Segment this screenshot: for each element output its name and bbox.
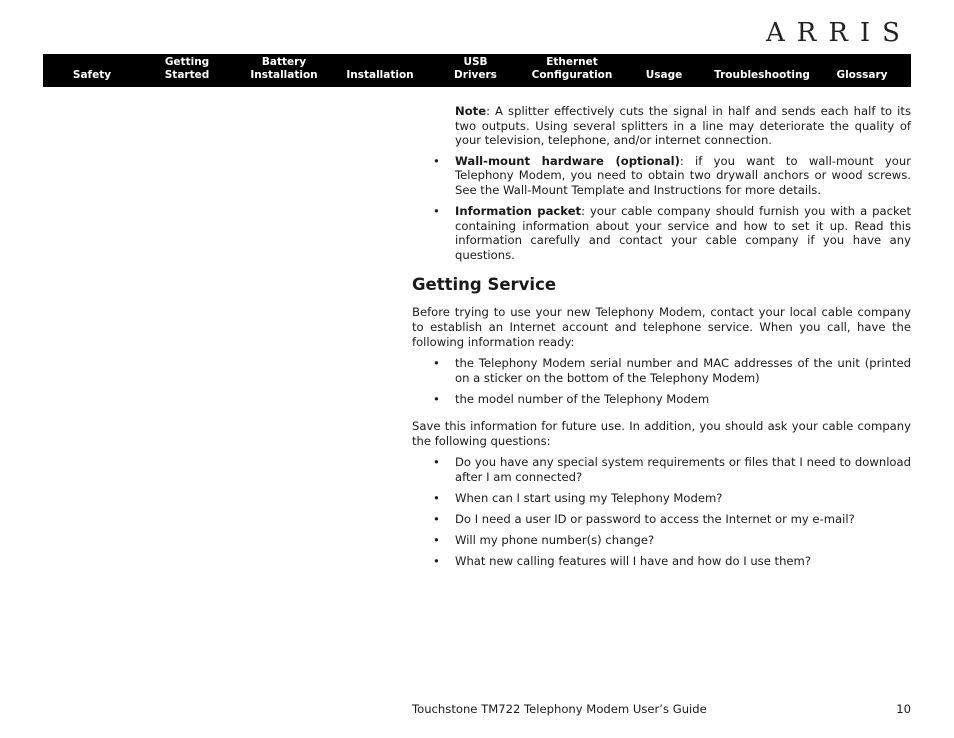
nav-safety[interactable]: Safety	[72, 69, 112, 81]
item-text: What new calling features will I have and how do I use them?	[455, 554, 812, 569]
main-content	[412, 104, 911, 575]
item-text: the model number of the Telephony Modem	[455, 391, 710, 406]
page-number: 10	[896, 702, 911, 716]
nav-usb-drivers[interactable]: USB Drivers	[454, 56, 497, 81]
requirements-list	[412, 154, 911, 263]
item-text: : if you want to wall-mount your Telephony Modem, you need to obtain two drywall anchors or wood screws. See the Wall-Mount Template and Instructions for more details.	[455, 153, 912, 197]
list-item	[412, 491, 911, 506]
item-text: the Telephony Modem serial number and MAC addresses of the unit (printed on a sticker on the bottom of the Telephony Modem)	[455, 356, 911, 385]
item-term: Wall-mount hardware (optional)	[455, 153, 680, 168]
bullet-icon: •	[433, 204, 440, 219]
bullet-icon: •	[433, 153, 440, 168]
intro-paragraph: Before trying to use your new Telephony Modem, contact your local cable company to establish an Internet account and telephone service. When you call, have the following information ready:	[412, 305, 911, 349]
bullet-icon: •	[433, 356, 440, 371]
info-list	[412, 356, 911, 406]
footer-document-title: Touchstone TM722 Telephony Modem User’s Guide	[412, 702, 707, 716]
nav-usage[interactable]: Usage	[645, 69, 683, 81]
item-text: Do I need a user ID or password to access the Internet or my e-mail?	[455, 511, 855, 526]
bullet-icon: •	[433, 490, 440, 505]
nav-bar	[43, 54, 911, 87]
note-label: Note	[455, 104, 487, 118]
arris-logo: ARRIS	[765, 18, 912, 48]
item-text: When can I start using my Telephony Modem?	[455, 490, 723, 505]
list-item	[412, 554, 911, 569]
item-text: Will my phone number(s) change?	[455, 533, 655, 548]
note-text: : A splitter effectively cuts the signal in half and sends each half to its two outputs. Using several splitters in a line may deteriorate the quality of your television, telephone, and/or internet connection.	[455, 104, 911, 148]
bullet-icon: •	[433, 533, 440, 548]
item-text: : your cable company should furnish you with a packet containing information about your service and how to set it up. Read this information carefully and contact your cable company if you have any questions.	[455, 204, 911, 262]
list-item	[412, 392, 911, 407]
nav-installation[interactable]: Installation	[346, 69, 414, 81]
item-term: Information packet	[455, 204, 582, 219]
item-text: Do you have any special system requirements or files that I need to download after I am connected?	[455, 455, 911, 484]
list-item	[412, 512, 911, 527]
splitter-note	[455, 104, 911, 148]
bullet-icon: •	[433, 554, 440, 569]
nav-battery-installation[interactable]: Battery Installation	[250, 56, 318, 81]
bullet-icon: •	[433, 511, 440, 526]
section-title: Getting Service	[412, 275, 557, 295]
nav-glossary[interactable]: Glossary	[836, 69, 888, 81]
nav-getting-started[interactable]: Getting Started	[164, 56, 210, 81]
nav-ethernet-configuration[interactable]: Ethernet Configuration	[531, 56, 613, 81]
list-item	[412, 204, 911, 262]
bullet-icon: •	[433, 391, 440, 406]
save-paragraph: Save this information for future use. In addition, you should ask your cable company the following questions:	[412, 419, 911, 448]
questions-list	[412, 455, 911, 569]
bullet-icon: •	[433, 455, 440, 470]
nav-troubleshooting[interactable]: Troubleshooting	[714, 69, 810, 81]
list-item	[412, 455, 911, 484]
list-item	[412, 356, 911, 385]
list-item	[412, 154, 911, 198]
list-item	[412, 533, 911, 548]
